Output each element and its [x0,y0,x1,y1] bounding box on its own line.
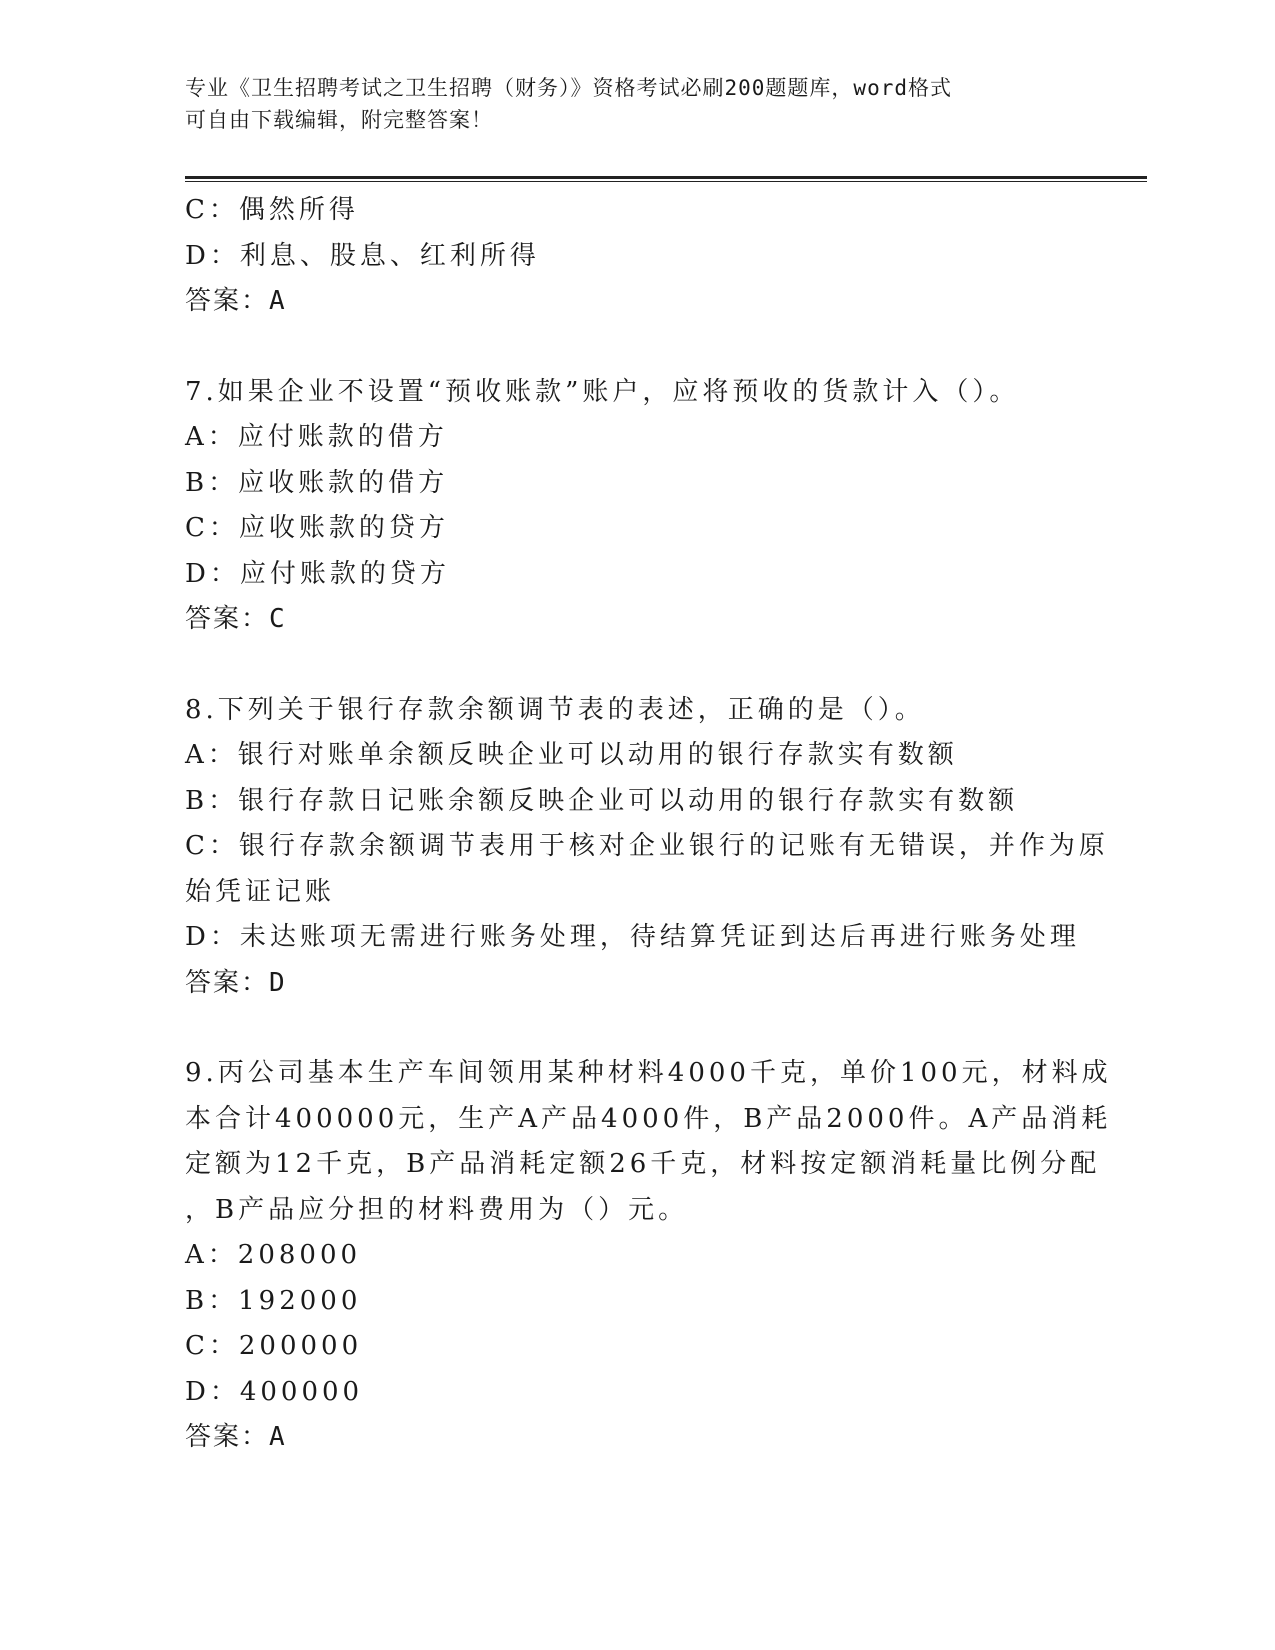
answer-line: 答案：A [185,286,287,316]
header-divider-thick [185,176,1147,179]
option-d: D：利息、股息、红利所得 [185,240,540,271]
spacer [185,325,1085,370]
answer-line: 答案：C [185,604,287,634]
option-c-line-1: C：银行存款余额调节表用于核对企业银行的记账有无错误，并作为原 [185,831,1109,861]
question-stem: 8.下列关于银行存款余额调节表的表述，正确的是（）。 [185,694,925,725]
question-6-tail [185,188,1085,325]
spacer [185,1006,1085,1051]
option-d: D：应付账款的贷方 [185,558,450,589]
option-c: C：应收账款的贷方 [185,513,449,543]
option-a: A：应付账款的借方 [185,422,448,452]
option-b: B：192000 [185,1285,362,1316]
option-c: C：偶然所得 [185,195,359,225]
question-9 [185,1051,1112,1461]
option-d: D：未达账项无需进行账务处理，待结算凭证到达后再进行账务处理 [185,922,1080,952]
option-a: A：208000 [185,1240,362,1270]
option-b: B：银行存款日记账余额反映企业可以动用的银行存款实有数额 [185,785,1019,816]
spacer [185,643,1085,688]
question-stem-line-4: ，B产品应分担的材料费用为（）元。 [185,1194,689,1225]
question-stem-line-2: 本合计400000元，生产A产品4000件，B产品2000件。A产品消耗 [185,1103,1112,1134]
answer-line: 答案：A [185,1422,287,1452]
header-line-1: 专业《卫生招聘考试之卫生招聘（财务）》资格考试必刷200题题库，word格式 [185,76,952,100]
question-stem-line-3: 定额为12千克，B产品消耗定额26千克，材料按定额消耗量比例分配 [185,1149,1101,1179]
answer-line: 答案：D [185,967,287,998]
header-divider-thin [185,181,1147,182]
option-c: C：200000 [185,1331,363,1361]
question-stem-line-1: 9.丙公司基本生产车间领用某种材料4000千克，单价100元，材料成 [185,1058,1112,1088]
question-list [185,188,1112,1461]
option-c-line-2: 始凭证记账 [185,876,336,907]
option-b: B：应收账款的借方 [185,467,449,498]
option-a: A：银行对账单余额反映企业可以动用的银行存款实有数额 [185,740,958,770]
option-d: D：400000 [185,1376,364,1407]
question-7 [185,370,1085,643]
header-line-2: 可自由下载编辑，附完整答案！ [185,108,493,132]
document-header [185,72,1085,136]
question-stem: 7.如果企业不设置“预收账款”账户，应将预收的货款计入（）。 [185,376,1020,407]
question-8 [185,688,1109,1007]
